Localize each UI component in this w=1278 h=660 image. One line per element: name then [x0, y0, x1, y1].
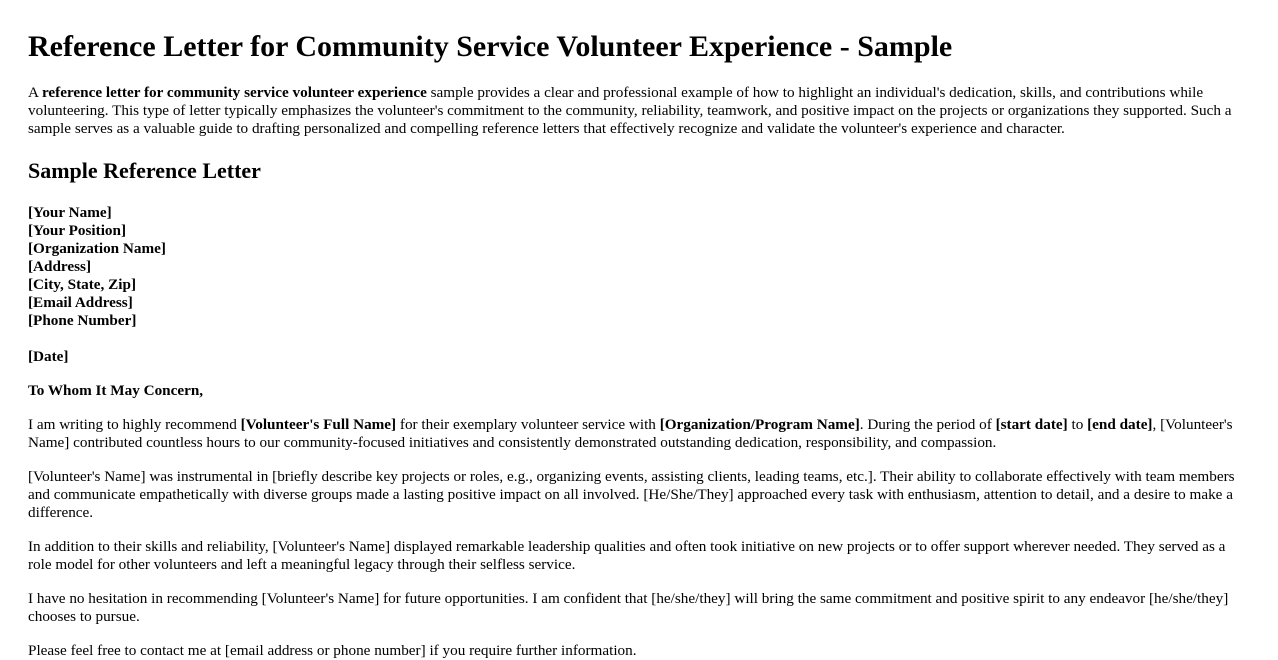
para1-text-5: , [Volunteer's Name] contributed countless hours to our community-focused initiatives and consistently demonstrated outstanding dedication, responsibility, and compassion.: [28, 416, 1233, 451]
organization-program-name: [Organization/Program Name]: [659, 416, 860, 433]
sender-position: [Your Position]: [28, 222, 127, 239]
body-paragraph-4: I have no hesitation in recommending [Volunteer's Name] for future opportunities. I am confident that [he/she/they] will bring the same commitment and positive spirit to any endeavor [he/she/they] chooses to pursue.: [28, 590, 1229, 625]
page-title: Reference Letter for Community Service Volunteer Experience - Sample: [28, 30, 953, 63]
sender-address: [Address]: [28, 258, 92, 275]
para1-text-4: to: [1067, 416, 1088, 433]
end-date: [end date]: [1087, 416, 1153, 433]
sender-block: [28, 204, 1246, 330]
para1-text-3: . During the period of: [859, 416, 996, 433]
volunteer-full-name: [Volunteer's Full Name]: [240, 416, 397, 433]
para1-text-1: I am writing to highly recommend: [28, 416, 241, 433]
sender-name: [Your Name]: [28, 204, 112, 221]
sender-phone: [Phone Number]: [28, 312, 137, 329]
body-paragraph-2: [Volunteer's Name] was instrumental in [briefly describe key projects or roles, e.g., organizing events, assisting clients, leading teams, etc.]. Their ability to collaborate effectively with team members and communicate empathetically with diverse groups made a lasting positive impact on all involved. [He/She/They] approached every task with enthusiasm, attention to detail, and a desire to make a difference.: [28, 468, 1235, 521]
body-paragraph-3: In addition to their skills and reliability, [Volunteer's Name] displayed remarkable leadership qualities and often took initiative on new projects or to offer support wherever needed. They served as a role model for other volunteers and left a meaningful legacy through their selfless service.: [28, 538, 1226, 573]
intro-paragraph: [28, 84, 1246, 138]
sample-heading: Sample Reference Letter: [28, 158, 261, 183]
intro-lead: A: [28, 84, 42, 101]
intro-bold-phrase: reference letter for community service volunteer experience: [41, 84, 427, 101]
body-paragraph-5: Please feel free to contact me at [email address or phone number] if you require further information.: [28, 642, 637, 659]
intro-rest: sample provides a clear and professional example of how to highlight an individual's dedication, skills, and contributions while volunteering. This type of letter typically emphasizes the volunteer's commitment to the community, reliability, teamwork, and positive impact on the projects or organizations they supported. Such a sample serves as a valuable guide to drafting personalized and compelling reference letters that effectively recognize and validate the volunteer's experience and character.: [28, 84, 1232, 137]
letter-date: [Date]: [28, 348, 69, 365]
sender-organization: [Organization Name]: [28, 240, 166, 257]
start-date: [start date]: [995, 416, 1068, 433]
sender-city-state-zip: [City, State, Zip]: [28, 276, 136, 293]
body-paragraph-1: [28, 416, 1246, 452]
para1-text-2: for their exemplary volunteer service with: [396, 416, 660, 433]
salutation: To Whom It May Concern,: [28, 382, 204, 399]
sender-email: [Email Address]: [28, 294, 133, 311]
